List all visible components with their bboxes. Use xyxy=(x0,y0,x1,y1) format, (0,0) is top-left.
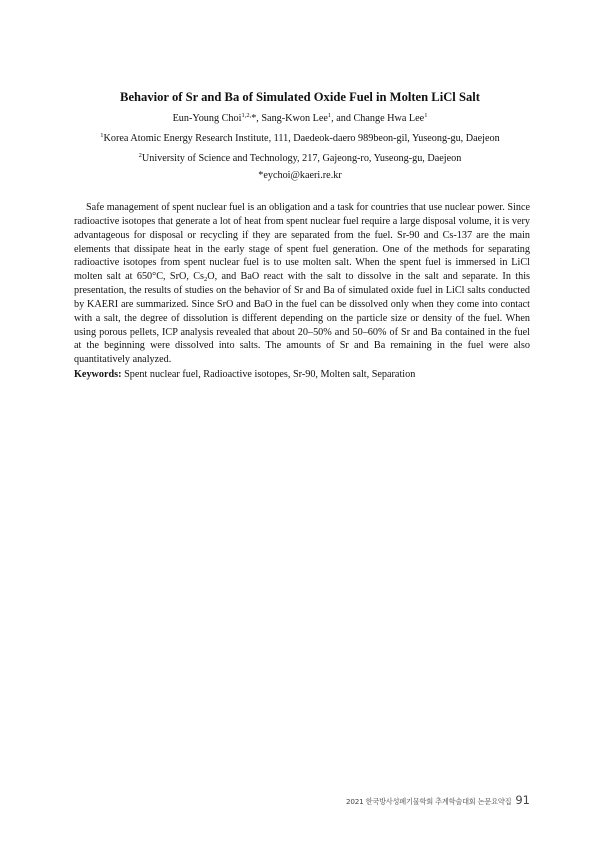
author-superscript: 1 xyxy=(327,112,332,119)
paper-title: Behavior of Sr and Ba of Simulated Oxide Fuel in Molten LiCl Salt xyxy=(120,90,480,104)
affiliation-1 xyxy=(0,133,600,144)
affiliation-text: University of Science and Technology, 217, Gajeong-ro, Yuseong-gu, Daejeon xyxy=(141,153,462,164)
affiliation-2 xyxy=(0,153,600,164)
author-separator: , xyxy=(256,113,262,124)
author-superscript: 1 xyxy=(424,112,428,119)
affiliation-number: 2 xyxy=(138,152,142,159)
keywords-text: Spent nuclear fuel, Radioactive isotopes, Sr-90, Molten salt, Separation xyxy=(121,369,416,380)
author-name: Change Hwa Lee xyxy=(353,113,425,124)
affiliation-text: Korea Atomic Energy Research Institute, 111, Daedeok-daero 989beon-gil, Yuseong-gu, Daejeon xyxy=(103,133,500,144)
abstract-text: Safe management of spent nuclear fuel is an obligation and a task for countries that use nuclear power. Since radioactive isotopes that generate a lot of heat from spent nuclear fuel require a large disposal volume, it is very advantageous for disposal or recycling if they are separated from the fuel. Sr-90 and Cs-137 are the main elements that dissipate heat in the early stage of spent fuel generation. One of the methods for separating radioactive isotopes from spent nuclear fuel is to use molten salt. When the spent fuel is immersed in LiCl molten salt at 650°C, SrO, Cs xyxy=(74,202,530,283)
corresponding-mark: * xyxy=(251,113,257,124)
author-name: Sang-Kwon Lee xyxy=(261,113,328,124)
abstract-subscript: 2 xyxy=(203,276,208,284)
author-name: Eun-Young Choi xyxy=(172,113,242,124)
abstract-body xyxy=(74,201,530,367)
author-separator: , and xyxy=(331,113,354,124)
affiliation-number: 1 xyxy=(100,132,104,139)
author-superscript: 1,2, xyxy=(241,112,252,119)
footer-text: 2021 한국방사성폐기물학회 추계학술대회 논문요약집 xyxy=(346,797,512,806)
author-line xyxy=(0,113,600,124)
corresponding-email: *eychoi@kaeri.re.kr xyxy=(258,170,342,181)
keywords xyxy=(74,369,530,380)
abstract-text: O, and BaO react with the salt to dissolve in the salt and separate. In this presentation, the results of studies on the behavior of Sr and Ba of simulated oxide fuel in LiCl salts conducted by KAERI are summarized. Since SrO and BaO in the fuel can be dissolved only when they come into contact with a salt, the degree of dissolution is different depending on the particle size or density of the fuel. When using porous pellets, ICP analysis revealed that about 20–50% and 50–60% of Sr and Ba contained in the fuel at the beginning were dissolved into salts. The amounts of Sr and Ba remaining in the fuel were also quantitatively analyzed. xyxy=(74,271,530,366)
page-footer xyxy=(330,789,530,808)
page-number: 91 xyxy=(515,793,530,807)
keywords-label: Keywords: xyxy=(74,369,122,380)
